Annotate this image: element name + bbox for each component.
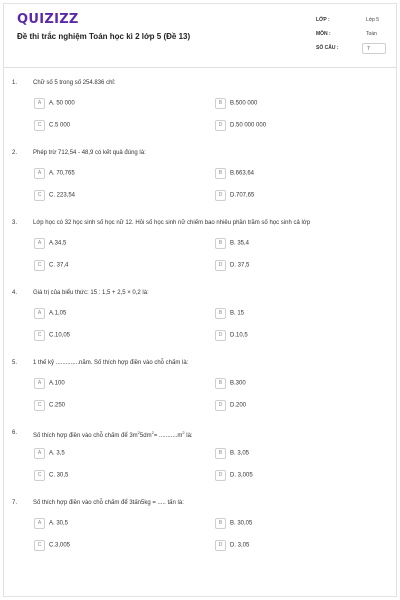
option-text: B.663,64: [230, 170, 255, 177]
question-7: [0, 500, 400, 570]
meta-label: MÔN :: [316, 31, 331, 37]
option-c[interactable]: [34, 260, 68, 271]
question-number: 2.: [12, 150, 18, 156]
superscript: 2: [151, 430, 154, 435]
option-d[interactable]: [215, 540, 249, 551]
option-text: D. 3,005: [230, 472, 253, 479]
question-text-part: = ...........m: [153, 433, 183, 439]
question-text-part: là:: [184, 433, 193, 439]
option-a[interactable]: [34, 238, 66, 249]
option-text: A.1,05: [49, 310, 67, 317]
option-letter-box: A: [34, 378, 45, 389]
option-a[interactable]: [34, 518, 68, 529]
option-a[interactable]: [34, 308, 66, 319]
option-b[interactable]: [215, 448, 249, 459]
option-c[interactable]: [34, 330, 70, 341]
option-d[interactable]: [215, 190, 254, 201]
option-letter-box: A: [34, 168, 45, 179]
option-a[interactable]: [34, 168, 75, 179]
question-text: [33, 430, 388, 439]
option-text: D. 3,05: [230, 542, 250, 549]
meta-value: 7: [362, 43, 386, 54]
option-d[interactable]: [215, 400, 246, 411]
option-text: D. 37,5: [230, 262, 250, 269]
question-text: 1 thế kỷ ..............năm. Số thích hợp điền vào chỗ chấm là:: [33, 360, 189, 366]
option-text: B. 3,05: [230, 450, 250, 457]
question-text: Chữ số 5 trong số 254.836 chỉ:: [33, 80, 116, 86]
option-text: D.707,65: [230, 192, 255, 199]
option-text: A.34,5: [49, 240, 67, 247]
question-5: [0, 360, 400, 430]
option-text: C.3,005: [49, 542, 71, 549]
option-c[interactable]: [34, 540, 70, 551]
option-letter-box: D: [215, 400, 226, 411]
option-letter-box: D: [215, 330, 226, 341]
header-divider: [3, 67, 397, 68]
option-letter-box: B: [215, 98, 226, 109]
option-text: A. 50 000: [49, 100, 75, 107]
superscript: 2: [182, 430, 185, 435]
worksheet-meta: [316, 15, 386, 57]
option-letter-box: D: [215, 540, 226, 551]
option-text: A. 70,765: [49, 170, 75, 177]
meta-value: Toán: [366, 31, 377, 37]
option-letter-box: D: [215, 470, 226, 481]
option-letter-box: B: [215, 448, 226, 459]
meta-row-question-count: [316, 43, 386, 57]
option-text: D.200: [230, 402, 247, 409]
question-4: [0, 290, 400, 360]
question-number: 3.: [12, 220, 18, 226]
option-text: C.5 000: [49, 122, 71, 129]
question-number: 6.: [12, 430, 18, 436]
option-letter-box: C: [34, 540, 45, 551]
question-2: [0, 150, 400, 220]
option-letter-box: B: [215, 518, 226, 529]
option-text: C. 37,4: [49, 262, 69, 269]
question-number: 7.: [12, 500, 18, 506]
option-b[interactable]: [215, 518, 252, 529]
option-text: B. 30,05: [230, 520, 253, 527]
option-letter-box: B: [215, 238, 226, 249]
question-number: 4.: [12, 290, 18, 296]
page-title: Đề thi trắc nghiệm Toán học kì 2 lớp 5 (Đề 13): [17, 32, 191, 41]
question-text: Giá trị của biểu thức: 15 : 1,5 + 2,5 × 0,2 là:: [33, 290, 149, 296]
option-letter-box: B: [215, 378, 226, 389]
option-c[interactable]: [34, 400, 65, 411]
option-letter-box: A: [34, 448, 45, 459]
meta-row-class: [316, 15, 386, 29]
option-letter-box: D: [215, 260, 226, 271]
meta-label: LỚP :: [316, 17, 330, 23]
option-letter-box: A: [34, 238, 45, 249]
option-c[interactable]: [34, 190, 75, 201]
option-letter-box: D: [215, 190, 226, 201]
question-number: 1.: [12, 80, 18, 86]
option-text: B. 15: [230, 310, 245, 317]
option-text: C. 223,54: [49, 192, 76, 199]
option-c[interactable]: [34, 120, 70, 131]
option-letter-box: A: [34, 308, 45, 319]
option-letter-box: A: [34, 98, 45, 109]
option-text: B.500 000: [230, 100, 258, 107]
option-letter-box: C: [34, 470, 45, 481]
option-letter-box: C: [34, 120, 45, 131]
question-3: [0, 220, 400, 290]
option-text: A. 30,5: [49, 520, 69, 527]
option-letter-box: C: [34, 400, 45, 411]
superscript: 2: [137, 430, 140, 435]
option-text: A.100: [49, 380, 65, 387]
option-b[interactable]: [215, 168, 254, 179]
option-d[interactable]: [215, 260, 249, 271]
option-b[interactable]: [215, 308, 244, 319]
meta-row-subject: [316, 29, 386, 43]
option-letter-box: D: [215, 120, 226, 131]
quizizz-logo: QUIZIZZ: [17, 12, 79, 27]
option-text: A. 3,5: [49, 450, 65, 457]
question-text: Số thích hợp điền vào chỗ chấm để 3tấn5kg = ..... tấn là:: [33, 500, 184, 506]
option-d[interactable]: [215, 330, 248, 341]
question-number: 5.: [12, 360, 18, 366]
option-letter-box: B: [215, 308, 226, 319]
option-text: C. 30,5: [49, 472, 69, 479]
option-b[interactable]: [215, 238, 249, 249]
question-1: [0, 80, 400, 150]
question-6: [0, 430, 400, 500]
option-letter-box: C: [34, 190, 45, 201]
option-text: B.300: [230, 380, 246, 387]
option-text: D.50 000 000: [230, 122, 267, 129]
option-text: B. 35,4: [230, 240, 250, 247]
option-b[interactable]: [215, 98, 257, 109]
question-text-part: 5dm: [139, 433, 152, 439]
option-letter-box: C: [34, 260, 45, 271]
option-text: C.10,05: [49, 332, 71, 339]
question-text-part: Số thích hợp điền vào chỗ chấm để 3m: [33, 433, 138, 439]
option-a[interactable]: [34, 448, 65, 459]
option-b[interactable]: [215, 378, 246, 389]
meta-label: SỐ CÂU :: [316, 45, 339, 51]
option-a[interactable]: [34, 98, 75, 109]
meta-value: Lớp 5: [366, 17, 380, 23]
option-letter-box: A: [34, 518, 45, 529]
option-a[interactable]: [34, 378, 65, 389]
option-text: D.10,5: [230, 332, 248, 339]
question-text: Lớp học có 32 học sinh số học nữ 12. Hỏi số học sinh nữ chiếm bao nhiêu phần trăm số học sinh cả lớp: [33, 220, 311, 226]
option-text: C.250: [49, 402, 66, 409]
question-text: Phép trừ 712,54 - 48,9 có kết quả đúng là:: [33, 150, 146, 156]
option-letter-box: B: [215, 168, 226, 179]
option-d[interactable]: [215, 120, 266, 131]
option-d[interactable]: [215, 470, 253, 481]
option-letter-box: C: [34, 330, 45, 341]
option-c[interactable]: [34, 470, 68, 481]
